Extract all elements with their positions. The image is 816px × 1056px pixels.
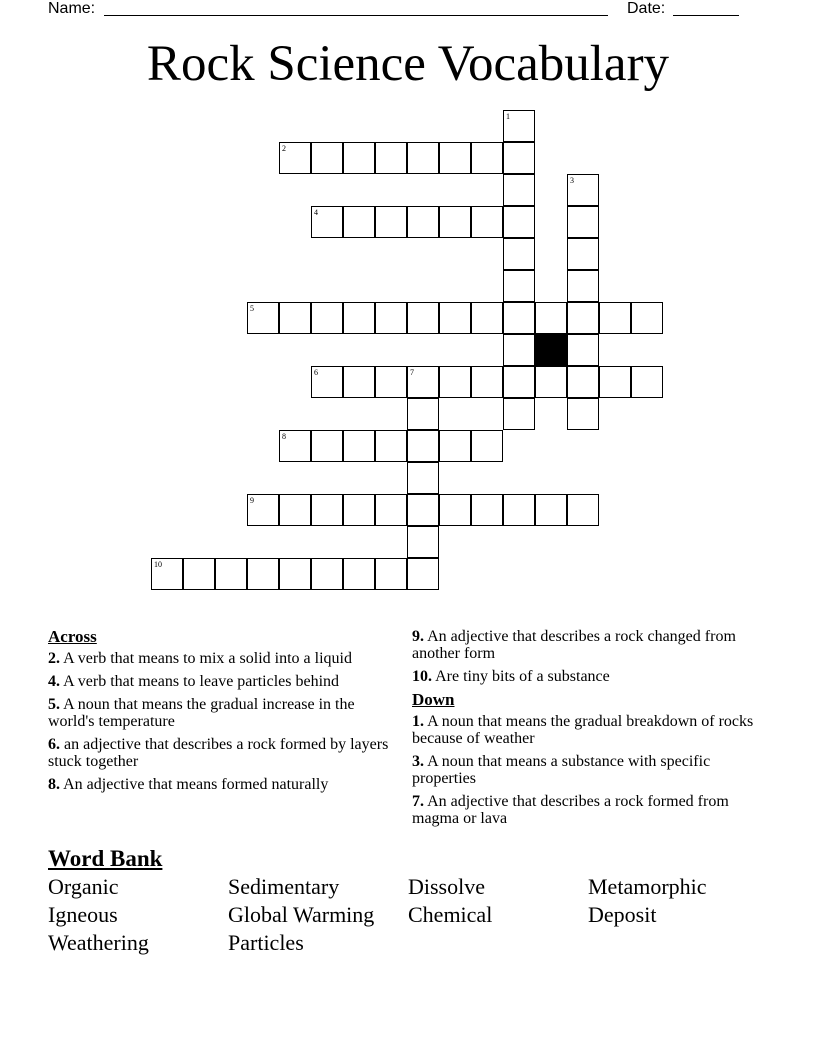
clue-down-1: [412, 713, 757, 747]
crossword-cell[interactable]: [631, 302, 663, 334]
word-bank-item: Global Warming: [228, 902, 375, 927]
crossword-cell[interactable]: [247, 558, 279, 590]
clue-number-label: 2: [282, 144, 286, 153]
crossword-cell[interactable]: [503, 302, 535, 334]
crossword-cell[interactable]: [503, 366, 535, 398]
clue-number-label: 9: [250, 496, 254, 505]
crossword-cell[interactable]: [247, 302, 279, 334]
down-heading: Down: [412, 690, 455, 709]
crossword-cell[interactable]: [439, 302, 471, 334]
crossword-cell[interactable]: [439, 366, 471, 398]
crossword-cell[interactable]: [535, 494, 567, 526]
crossword-cell[interactable]: [471, 142, 503, 174]
clue-text: A verb that means to mix a solid into a liquid: [63, 650, 352, 667]
crossword-cell[interactable]: [439, 430, 471, 462]
crossword-cell[interactable]: [311, 558, 343, 590]
clue-across-5: [48, 696, 393, 730]
clue-down-7: [412, 793, 757, 827]
crossword-cell[interactable]: [503, 142, 535, 174]
crossword-cell[interactable]: [215, 558, 247, 590]
crossword-cell[interactable]: [407, 142, 439, 174]
crossword-cell[interactable]: [599, 366, 631, 398]
crossword-cell[interactable]: [407, 462, 439, 494]
crossword-cell[interactable]: [375, 206, 407, 238]
clue-across-2: [48, 650, 393, 667]
crossword-cell[interactable]: [471, 206, 503, 238]
crossword-cell[interactable]: [503, 110, 535, 142]
crossword-cell[interactable]: [503, 494, 535, 526]
crossword-cell[interactable]: [375, 430, 407, 462]
crossword-cell[interactable]: [407, 302, 439, 334]
crossword-cell[interactable]: [407, 430, 439, 462]
word-bank-item: Dissolve: [408, 874, 485, 899]
crossword-cell[interactable]: [343, 430, 375, 462]
clue-text: A noun that means the gradual breakdown of rocks because of weather: [412, 713, 754, 747]
crossword-cell[interactable]: [375, 302, 407, 334]
word-bank-item: Particles: [228, 930, 304, 955]
crossword-cell[interactable]: [503, 174, 535, 206]
crossword-cell[interactable]: [503, 206, 535, 238]
word-bank-heading: Word Bank: [48, 846, 163, 871]
crossword-cell[interactable]: [567, 206, 599, 238]
crossword-cell[interactable]: [567, 174, 599, 206]
clue-number: 9.: [412, 628, 424, 645]
crossword-cell[interactable]: [407, 366, 439, 398]
crossword-cell[interactable]: [407, 558, 439, 590]
crossword-cell[interactable]: [407, 526, 439, 558]
clue-number: 5.: [48, 696, 60, 713]
crossword-cell[interactable]: [567, 366, 599, 398]
crossword-cell[interactable]: [567, 398, 599, 430]
crossword-cell[interactable]: [471, 302, 503, 334]
clue-number: 6.: [48, 736, 60, 753]
page-title: Rock Science Vocabulary: [146, 36, 670, 92]
crossword-cell[interactable]: [311, 142, 343, 174]
clue-number: 1.: [412, 713, 424, 730]
crossword-cell[interactable]: [343, 206, 375, 238]
clue-number: 3.: [412, 753, 424, 770]
crossword-cell[interactable]: [311, 430, 343, 462]
word-bank-item: Chemical: [408, 902, 493, 927]
clue-across-9: [412, 628, 757, 662]
crossword-cell[interactable]: [311, 302, 343, 334]
clue-number-label: 8: [282, 432, 286, 441]
clue-text: An adjective that means formed naturally: [63, 776, 329, 793]
crossword-cell[interactable]: [343, 494, 375, 526]
crossword-cell[interactable]: [471, 430, 503, 462]
crossword-cell[interactable]: [311, 494, 343, 526]
crossword-cell[interactable]: [279, 494, 311, 526]
clue-number: 8.: [48, 776, 60, 793]
word-bank-item: Igneous: [48, 902, 118, 927]
word-bank-item: Sedimentary: [228, 874, 340, 899]
clue-number-label: 4: [314, 208, 318, 217]
crossword-cell[interactable]: [183, 558, 215, 590]
name-label: Name:: [48, 0, 96, 17]
crossword-cell[interactable]: [407, 494, 439, 526]
clue-number-label: 1: [506, 112, 510, 121]
date-label: Date:: [627, 0, 666, 17]
word-bank-item: Deposit: [588, 902, 657, 927]
clue-text: An adjective that describes a rock changed from another form: [412, 628, 736, 662]
crossword-cell[interactable]: [567, 302, 599, 334]
crossword-cell[interactable]: [407, 398, 439, 430]
crossword-cell[interactable]: [375, 366, 407, 398]
crossword-cell[interactable]: [343, 302, 375, 334]
crossword-cell[interactable]: [535, 302, 567, 334]
crossword-cell[interactable]: [599, 302, 631, 334]
clue-text: An adjective that describes a rock formed from magma or lava: [412, 793, 729, 827]
crossword-cell[interactable]: [567, 270, 599, 302]
clue-number-label: 3: [570, 176, 574, 185]
crossword-cell[interactable]: [567, 494, 599, 526]
crossword-cell[interactable]: [279, 142, 311, 174]
across-heading: Across: [48, 627, 97, 646]
crossword-cell[interactable]: [279, 558, 311, 590]
crossword-cell[interactable]: [375, 558, 407, 590]
crossword-cell[interactable]: [343, 558, 375, 590]
crossword-cell[interactable]: [311, 206, 343, 238]
crossword-cell[interactable]: [439, 206, 471, 238]
clue-across-4: [48, 673, 393, 690]
clue-number-label: 10: [154, 560, 162, 569]
black-square: [535, 334, 567, 366]
clue-text: an adjective that describes a rock formed by layers stuck together: [48, 736, 389, 770]
clue-text: A noun that means the gradual increase in the world's temperature: [48, 696, 355, 730]
crossword-cell[interactable]: [407, 206, 439, 238]
crossword-cell[interactable]: [503, 238, 535, 270]
clue-number: 7.: [412, 793, 424, 810]
crossword-cell[interactable]: [247, 494, 279, 526]
clue-across-8: [48, 776, 393, 793]
crossword-cell[interactable]: [439, 494, 471, 526]
crossword-cell[interactable]: [343, 142, 375, 174]
crossword-cell[interactable]: [471, 366, 503, 398]
crossword-cell[interactable]: [439, 142, 471, 174]
clue-text: A verb that means to leave particles behind: [63, 673, 340, 690]
clue-across-6: [48, 736, 393, 770]
crossword-cell[interactable]: [375, 494, 407, 526]
crossword-cell[interactable]: [343, 366, 375, 398]
clue-text: Are tiny bits of a substance: [435, 668, 610, 685]
clue-number: 2.: [48, 650, 60, 667]
clue-across-10: [412, 668, 757, 685]
crossword-cell[interactable]: [503, 398, 535, 430]
crossword-cell[interactable]: [311, 366, 343, 398]
crossword-cell[interactable]: [535, 366, 567, 398]
crossword-cell[interactable]: [567, 334, 599, 366]
crossword-cell[interactable]: [567, 238, 599, 270]
word-bank-item: Weathering: [48, 930, 149, 955]
word-bank-item: Metamorphic: [588, 874, 707, 899]
clue-down-3: [412, 753, 757, 787]
crossword-cell[interactable]: [375, 142, 407, 174]
clue-text: A noun that means a substance with specific properties: [412, 753, 711, 787]
clue-number: 10.: [412, 668, 432, 685]
crossword-cell[interactable]: [471, 494, 503, 526]
clue-number: 4.: [48, 673, 60, 690]
crossword-cell[interactable]: [503, 270, 535, 302]
crossword-cell[interactable]: [151, 558, 183, 590]
clues-right-column: [412, 628, 757, 833]
word-bank-item: Organic: [48, 874, 119, 899]
crossword-cell[interactable]: [631, 366, 663, 398]
crossword-cell[interactable]: [279, 302, 311, 334]
crossword-cell[interactable]: [279, 430, 311, 462]
crossword-cell[interactable]: [503, 334, 535, 366]
clue-number-label: 6: [314, 368, 318, 377]
clues-left-column: [48, 628, 393, 799]
clue-number-label: 5: [250, 304, 254, 313]
clue-number-label: 7: [410, 368, 414, 377]
